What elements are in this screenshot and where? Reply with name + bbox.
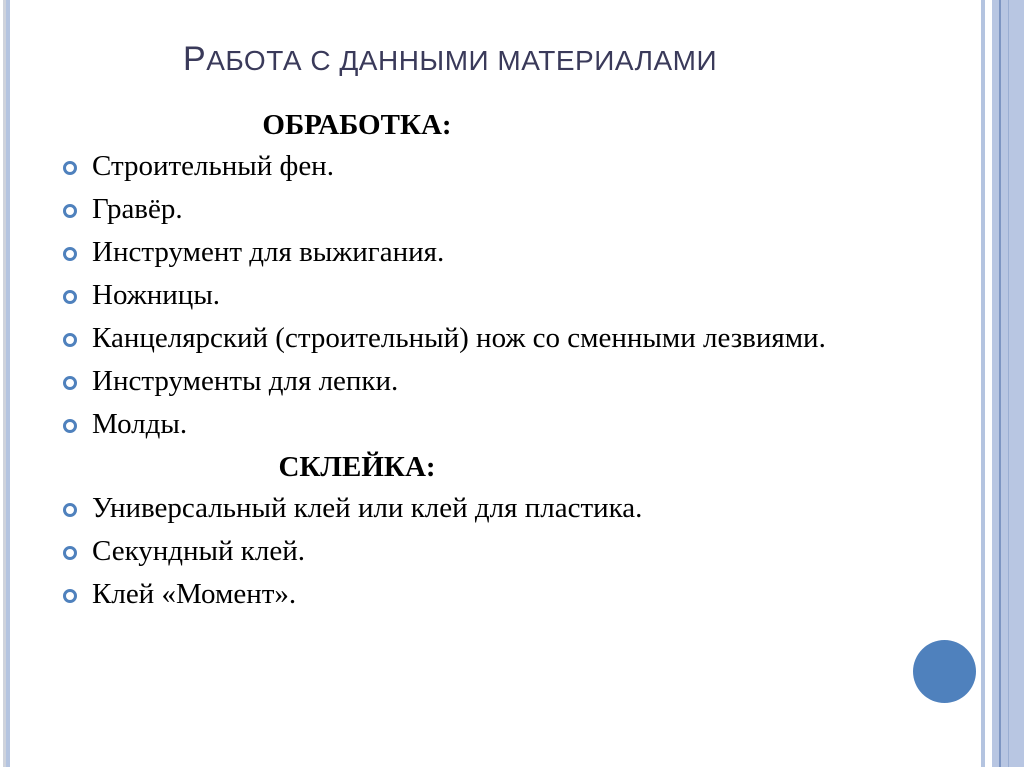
bullet-text: Канцелярский (строительный) нож со сменными лезвиями. bbox=[92, 322, 826, 354]
bullet-item bbox=[62, 192, 902, 226]
circle-bullet-icon bbox=[63, 247, 77, 261]
slide-content bbox=[62, 102, 902, 620]
title-rest: АБОТА С ДАННЫМИ МАТЕРИАЛАМИ bbox=[206, 45, 718, 76]
circle-bullet-icon bbox=[63, 419, 77, 433]
slide-title bbox=[183, 40, 717, 79]
bullet-item bbox=[62, 534, 902, 568]
bullet-item bbox=[62, 321, 902, 355]
bullet-text: Универсальный клей или клей для пластика. bbox=[92, 492, 643, 524]
circle-bullet-icon bbox=[63, 503, 77, 517]
circle-bullet-icon bbox=[63, 290, 77, 304]
circle-bullet-icon bbox=[63, 204, 77, 218]
bullet-text: Гравёр. bbox=[92, 193, 183, 225]
bullet-text: Клей «Момент». bbox=[92, 578, 297, 610]
bullet-item bbox=[62, 577, 902, 611]
bullet-item bbox=[62, 364, 902, 398]
circle-bullet-icon bbox=[63, 589, 77, 603]
circle-bullet-icon bbox=[63, 376, 77, 390]
bullet-item bbox=[62, 149, 902, 183]
bullet-text: Секундный клей. bbox=[92, 535, 305, 567]
right-border-stripe-thin bbox=[981, 0, 985, 767]
left-border-stripe-blue bbox=[6, 0, 10, 767]
circle-bullet-icon bbox=[63, 546, 77, 560]
bullet-text: Ножницы. bbox=[92, 279, 221, 311]
section-heading: СКЛЕЙКА: bbox=[278, 451, 436, 483]
bullet-text: Строительный фен. bbox=[92, 150, 334, 182]
bullet-text: Молды. bbox=[92, 408, 188, 440]
right-border-line-dark bbox=[999, 0, 1001, 767]
bullet-item bbox=[62, 491, 902, 525]
circle-bullet-icon bbox=[63, 161, 77, 175]
bullet-item bbox=[62, 407, 902, 441]
bullet-text: Инструмент для выжигания. bbox=[92, 236, 445, 268]
section-heading: ОБРАБОТКА: bbox=[262, 109, 452, 141]
bullet-item bbox=[62, 278, 902, 312]
bullet-item bbox=[62, 235, 902, 269]
bullet-text: Инструменты для лепки. bbox=[92, 365, 399, 397]
title-initial: Р bbox=[183, 40, 207, 78]
decorative-circle bbox=[913, 640, 976, 703]
circle-bullet-icon bbox=[63, 333, 77, 347]
right-border-line-mid bbox=[1008, 0, 1009, 767]
